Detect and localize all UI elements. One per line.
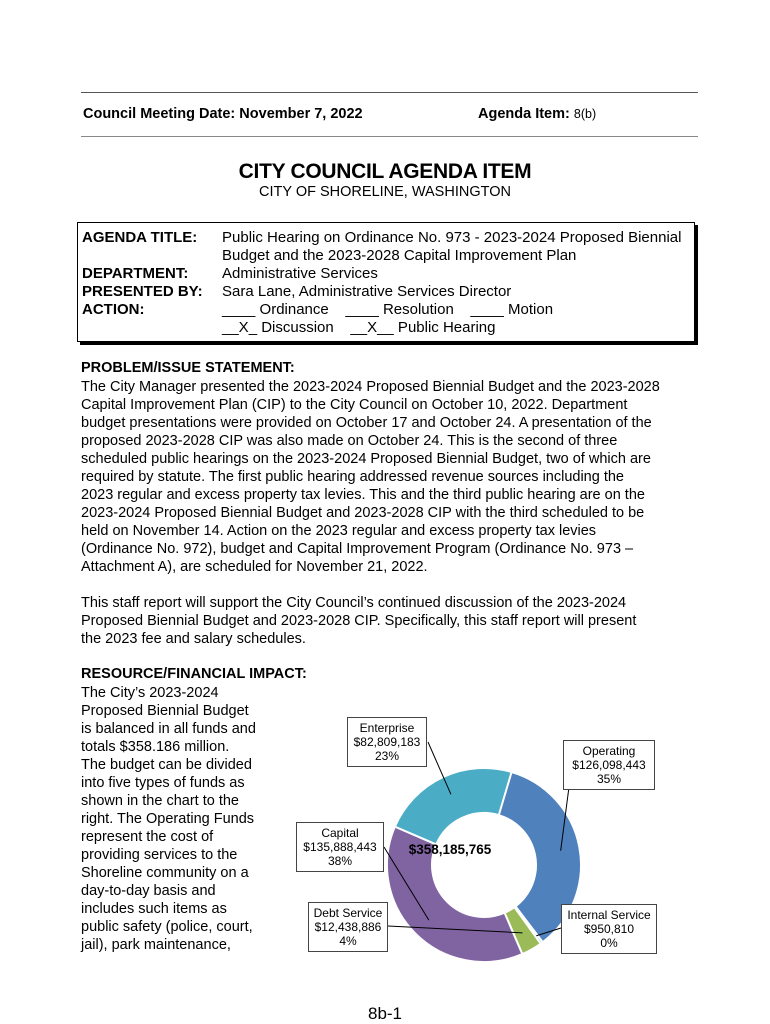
page-subtitle: CITY OF SHORELINE, WASHINGTON <box>259 184 511 200</box>
slice-amount: $126,098,443 <box>572 758 646 772</box>
slice-label-operating <box>563 740 655 790</box>
problem-line: budget presentations were provided on October 17 and October 24. A presentation of the <box>81 415 652 431</box>
resource-line: right. The Operating Funds <box>81 811 255 827</box>
resource-line: jail), park maintenance, <box>81 937 231 953</box>
resource-line: day-to-day basis and <box>81 883 216 899</box>
resource-line: providing services to the <box>81 847 238 863</box>
department-value: Administrative Services <box>222 265 378 282</box>
problem-line: scheduled public hearings on the 2023-2024 Proposed Biennial Budget, two of which are <box>81 451 651 467</box>
resource-line: The City’s 2023-2024 <box>81 685 219 701</box>
problem-line: required by statute. The first public hearing addressed revenue sources including the <box>81 469 624 485</box>
meeting-date-value: November 7, 2022 <box>239 106 363 122</box>
resource-line: includes such items as <box>81 901 227 917</box>
chart-total-label: $358,185,765 <box>408 842 492 857</box>
action-options-1: ____ Ordinance ____ Resolution ____ Motion <box>222 301 554 318</box>
slice-name: Capital <box>321 826 359 840</box>
slice-percent: 4% <box>339 934 357 948</box>
staff-report-line: Proposed Biennial Budget and 2023-2028 CIP. Specifically, this staff report will present <box>81 613 637 629</box>
staff-report-line: the 2023 fee and salary schedules. <box>81 631 306 647</box>
resource-line: Proposed Biennial Budget <box>81 703 249 719</box>
slice-percent: 23% <box>374 749 400 763</box>
problem-line: (Ordinance No. 972), budget and Capital Improvement Program (Ordinance No. 973 – <box>81 541 634 557</box>
agenda-item-label: Agenda Item: <box>478 106 570 122</box>
donut-slice-enterprise <box>395 768 512 844</box>
agenda-item-value: 8(b) <box>573 107 597 121</box>
resource-line: Shoreline community on a <box>81 865 249 881</box>
slice-percent: 0% <box>600 936 618 950</box>
problem-line: The City Manager presented the 2023-2024 Proposed Biennial Budget and the 2023-2028 <box>81 379 660 395</box>
agenda-title-line2: Budget and the 2023-2028 Capital Improvement Plan <box>222 247 577 264</box>
resource-line: shown in the chart to the <box>81 793 239 809</box>
meeting-date-label: Council Meeting Date: <box>83 106 236 122</box>
resource-heading: RESOURCE/FINANCIAL IMPACT: <box>81 666 307 682</box>
page-number: 8b-1 <box>367 1004 403 1023</box>
slice-name: Operating <box>582 744 636 758</box>
problem-line: Capital Improvement Plan (CIP) to the City Council on October 10, 2022. Department <box>81 397 628 413</box>
slice-label-debt-service <box>308 902 388 952</box>
page-title: CITY COUNCIL AGENDA ITEM <box>238 160 532 183</box>
resource-line: public safety (police, court, <box>81 919 253 935</box>
presented-by-label: PRESENTED BY: <box>82 283 203 300</box>
slice-amount: $12,438,886 <box>314 920 382 934</box>
agenda-title-label: AGENDA TITLE: <box>82 229 198 246</box>
slice-name: Enterprise <box>359 721 415 735</box>
resource-line: represent the cost of <box>81 829 214 845</box>
slice-label-capital <box>296 822 384 872</box>
action-options-2: __X_ Discussion __X__ Public Hearing <box>222 319 496 336</box>
department-label: DEPARTMENT: <box>82 265 189 282</box>
problem-line: 2023-2024 Proposed Biennial Budget and 2023-2028 CIP with the third scheduled to be <box>81 505 645 521</box>
slice-amount: $950,810 <box>583 922 635 936</box>
problem-line: Attachment A), are scheduled for November 21, 2022. <box>81 559 428 575</box>
problem-heading: PROBLEM/ISSUE STATEMENT: <box>81 360 295 376</box>
slice-label-internal-service <box>561 904 657 954</box>
slice-name: Internal Service <box>567 908 651 922</box>
slice-amount: $135,888,443 <box>303 840 377 854</box>
slice-percent: 35% <box>596 772 622 786</box>
staff-report-line: This staff report will support the City Council’s continued discussion of the 2023-2024 <box>81 595 627 611</box>
problem-line: 2023 regular and excess property tax levies. This and the third public hearing are on the <box>81 487 645 503</box>
agenda-title-line1: Public Hearing on Ordinance No. 973 - 2023-2024 Proposed Biennial <box>222 229 682 246</box>
slice-name: Debt Service <box>313 906 383 920</box>
resource-line: totals $358.186 million. <box>81 739 230 755</box>
resource-line: into five types of funds as <box>81 775 245 791</box>
slice-percent: 38% <box>327 854 353 868</box>
problem-line: held on November 14. Action on the 2023 regular and excess property tax levies <box>81 523 597 539</box>
resource-line: The budget can be divided <box>81 757 252 773</box>
resource-line: is balanced in all funds and <box>81 721 256 737</box>
slice-amount: $82,809,183 <box>353 735 421 749</box>
problem-line: proposed 2023-2028 CIP was also made on October 24. This is the second of three <box>81 433 618 449</box>
slice-label-enterprise <box>347 717 427 767</box>
presented-by-value: Sara Lane, Administrative Services Director <box>222 283 512 300</box>
action-label: ACTION: <box>82 301 145 318</box>
